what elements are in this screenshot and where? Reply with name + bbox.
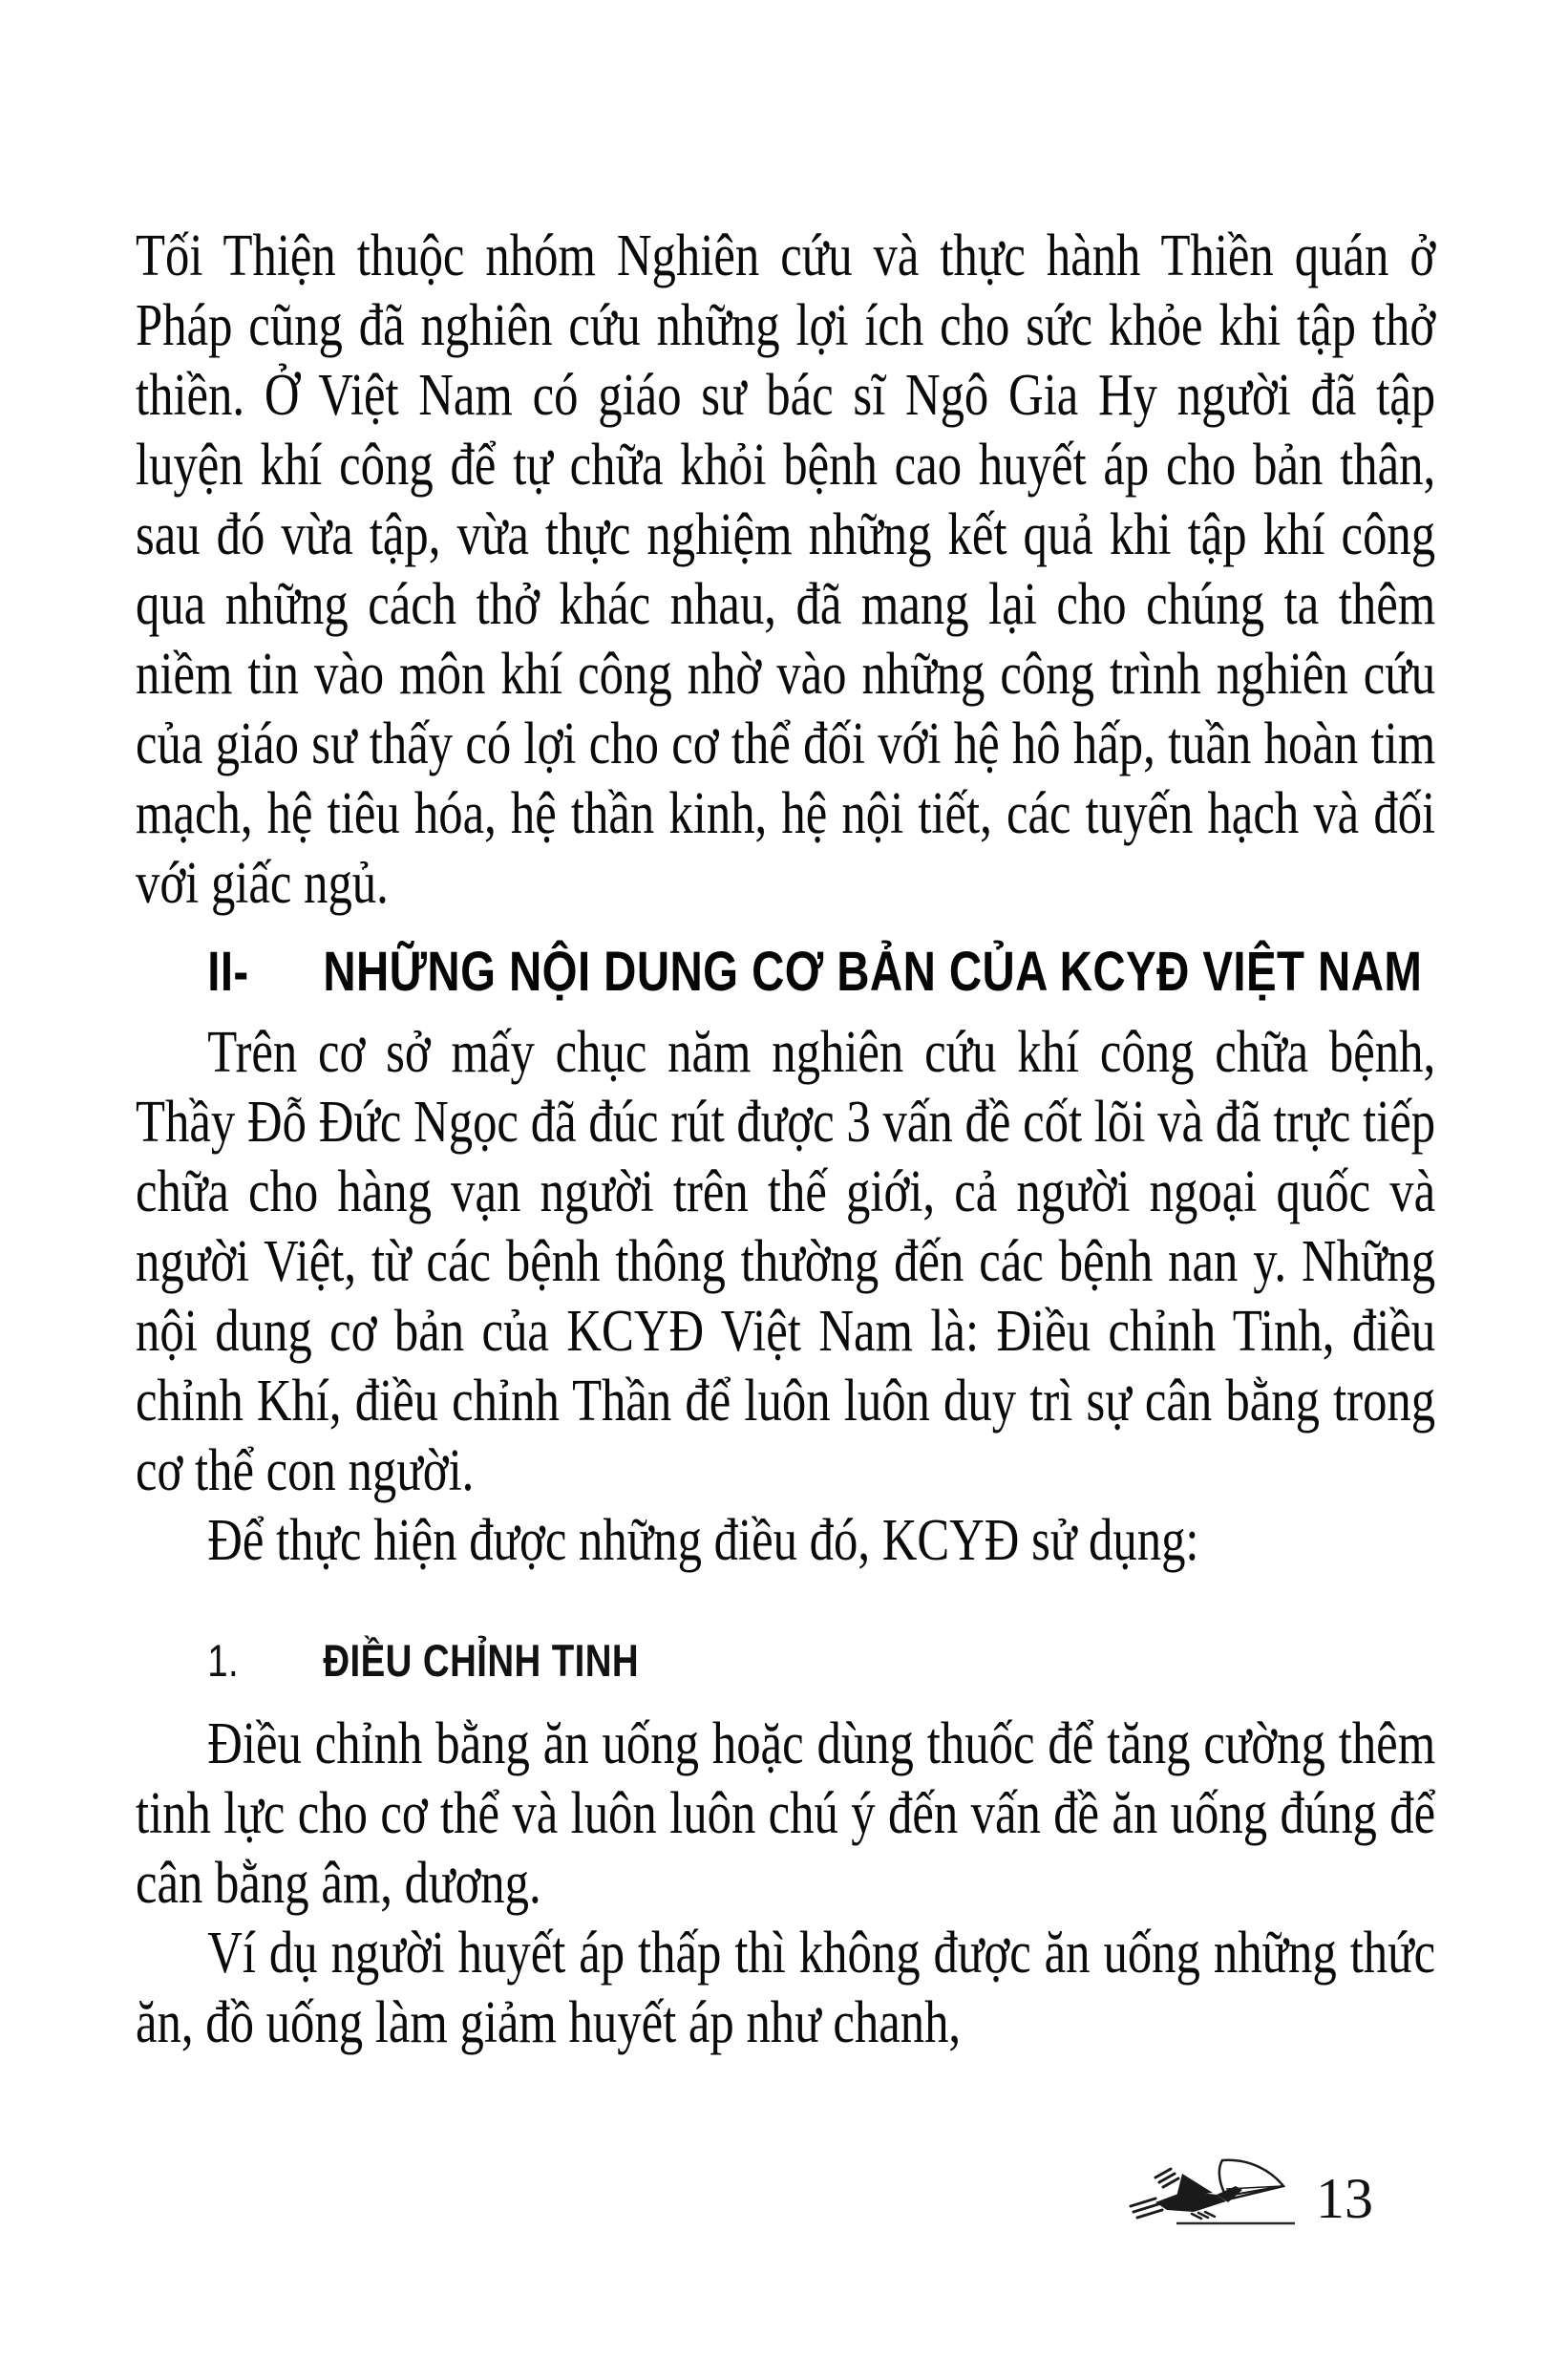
page-content bbox=[136, 222, 1435, 2058]
section-paragraph: Trên cơ sở mấy chục năm nghiên cứu khí công chữa bệnh, Thầy Đỗ Đức Ngọc đã đúc rút được 3 vấn đề cốt lõi và đã trực tiếp chữa cho hàng vạn người trên thế giới, cả người ngoại quốc và người Việt, từ các bệnh thông thường đến các bệnh nan y. Những nội dung cơ bản của KCYĐ Việt Nam là: Điều chỉnh Tinh, điều chỉnh Khí, điều chỉnh Thần để luôn luôn duy trì sự cân bằng trong cơ thể con người. bbox=[136, 1020, 1436, 1503]
section-heading bbox=[136, 936, 1435, 1009]
section-number: II- bbox=[207, 941, 249, 1003]
subsection-paragraph: Điều chỉnh bằng ăn uống hoặc dùng thuốc để tăng cường thêm tinh lực cho cơ thể và luôn luôn chú ý đến vấn đề ăn uống đúng để cân bằng âm, dương. bbox=[136, 1711, 1436, 1916]
subsection-number: 1. bbox=[207, 1635, 240, 1686]
intro-paragraph: Tối Thiện thuộc nhóm Nghiên cứu và thực hành Thiền quán ở Pháp cũng đã nghiên cứu những lợi ích cho sức khỏe khi tập thở thiền. Ở Việt Nam có giáo sư bác sĩ Ngô Gia Hy người đã tập luyện khí công để tự chữa khỏi bệnh cao huyết áp cho bản thân, sau đó vừa tập, vừa thực nghiệm những kết quả khi tập khí công qua những cách thở khác nhau, đã mang lại cho chúng ta thêm niềm tin vào môn khí công nhờ vào những công trình nghiên cứu của giáo sư thấy có lợi cho cơ thể đối với hệ hô hấp, tuần hoàn tim mạch, hệ tiêu hóa, hệ thần kinh, hệ nội tiết, các tuyến hạch và đối với giấc ngủ. bbox=[136, 223, 1436, 916]
page-footer bbox=[1127, 2156, 1373, 2229]
section-title: NHỮNG NỘI DUNG CƠ BẢN CỦA KCYĐ VIỆT NAM bbox=[323, 941, 1423, 1003]
subsection-heading bbox=[136, 1633, 1435, 1689]
subsection-paragraph: Ví dụ người huyết áp thấp thì không được ăn uống những thức ăn, đồ uống làm giảm huyết áp như chanh, bbox=[136, 1921, 1436, 2055]
section-paragraph: Để thực hiện được những điều đó, KCYĐ sử dụng: bbox=[207, 1508, 1199, 1573]
subsection-title: ĐIỀU CHỈNH TINH bbox=[323, 1635, 640, 1686]
page-number: 13 bbox=[1316, 2167, 1373, 2230]
bird-logo-icon bbox=[1127, 2156, 1297, 2229]
